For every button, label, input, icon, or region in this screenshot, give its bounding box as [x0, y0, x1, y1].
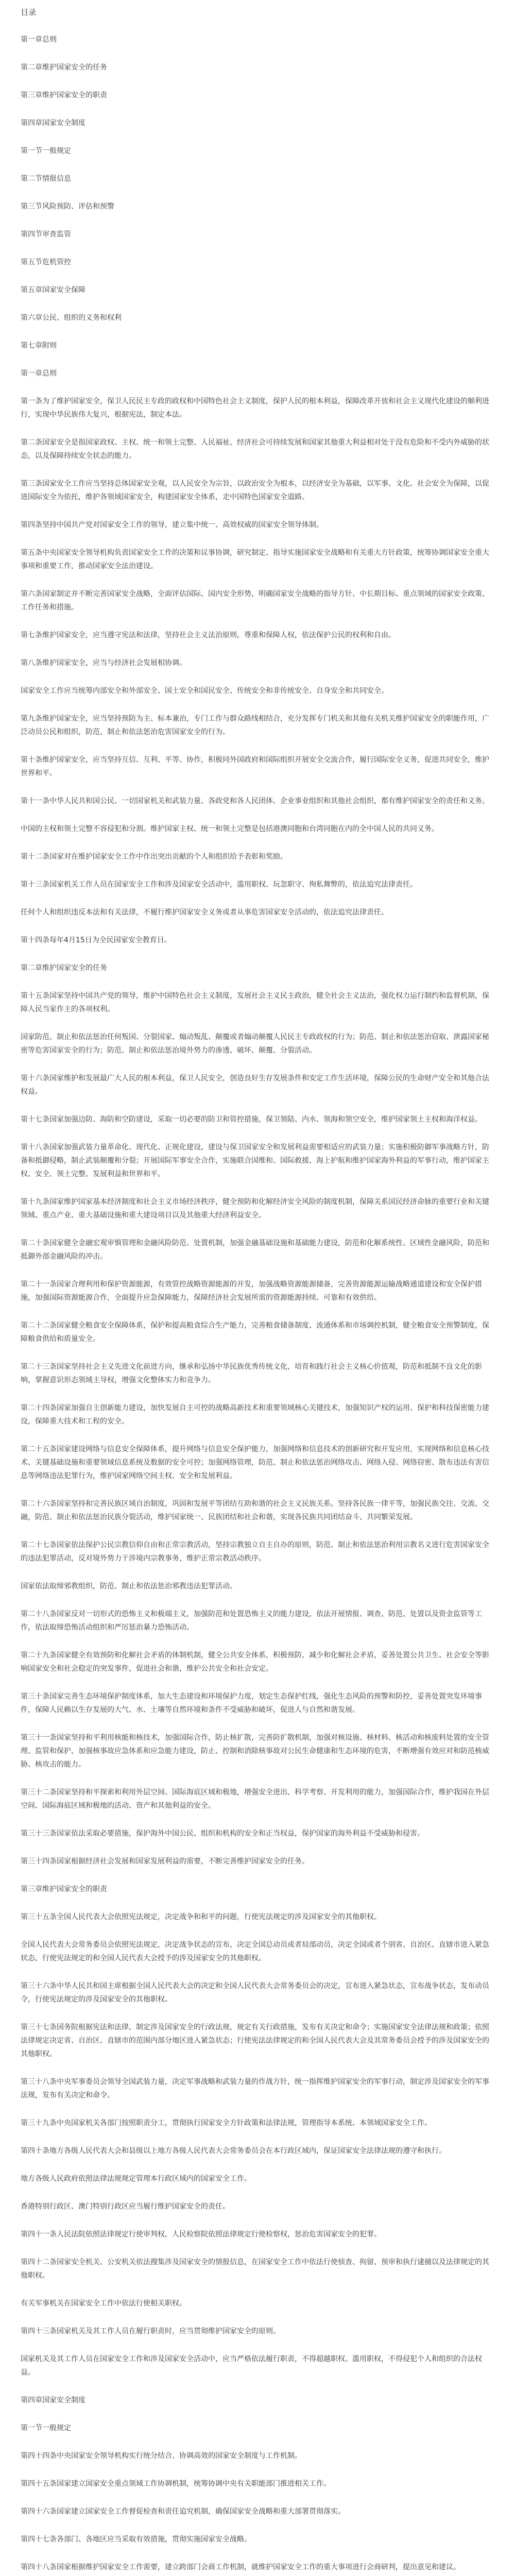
toc-item: 第四章国家安全制度 — [21, 119, 85, 127]
article-paragraph: 第四十三条国家机关及其工作人员在履行职责时，应当贯彻维护国家安全的原则。 — [21, 2327, 280, 2335]
article-paragraph: 第七条维护国家安全，应当遵守宪法和法律，坚持社会主义法治原则，尊重和保障人权，依法保护公民的权利和自由。 — [21, 631, 396, 639]
article-paragraph: 第三十五条全国人民代表大会依照宪法规定，决定战争和和平的问题，行使宪法规定的涉及国家安全的其他职权。 — [21, 1913, 381, 1921]
article-paragraph: 第三十二条国家坚持和平探索和利用外层空间、国际海底区域和极地，增强安全进出、科学考察、开发利用的能力，加强国际合作，维护我国在外层空间、国际海底区域和极地的活动、资产和其他利益的安全。 — [21, 1788, 489, 1810]
article-paragraph: 第二章维护国家安全的任务 — [21, 964, 107, 972]
article-paragraph: 第二十八条国家反对一切形式的恐怖主义和极端主义，加强防范和处置恐怖主义的能力建设，依法开展情报、调查、防范、处置以及资金监管等工作，依法取缔恐怖活动组织和严厉惩治暴力恐怖活动。 — [21, 1610, 482, 1632]
article-paragraph: 第十二条国家对在维护国家安全工作中作出突出贡献的个人和组织给予表彰和奖励。 — [21, 853, 287, 861]
article-paragraph: 第二十九条国家健全有效预防和化解社会矛盾的体制机制，健全公共安全体系，积极预防、减少和化解社会矛盾，妥善处置公共卫生、社会安全等影响国家安全和社会稳定的突发事件，促进社会和谐，维护公共安全和社会安定。 — [21, 1651, 489, 1673]
article-paragraph: 第三十三条国家依法采取必要措施，保护海外中国公民、组织和机构的安全和正当权益，保护国家的海外利益不受威胁和侵害。 — [21, 1829, 424, 1838]
toc-heading: 目录 — [21, 8, 37, 17]
article-paragraph: 国家依法取缔邪教组织，防范、制止和依法惩治邪教违法犯罪活动。 — [21, 1582, 237, 1590]
article-paragraph: 国家安全工作应当统筹内部安全和外部安全、国土安全和国民安全、传统安全和非传统安全、自身安全和共同安全。 — [21, 687, 388, 695]
article-paragraph: 香港特别行政区、澳门特别行政区应当履行维护国家安全的责任。 — [21, 2202, 230, 2211]
article-paragraph: 第二十一条国家合理利用和保护资源能源，有效管控战略资源能源的开发，加强战略资源能源储备，完善资源能源运输战略通道建设和安全保护措施，加强国际资源能源合作，全面提升应急保障能力，保障经济社会发展所需的资源能源持续、可靠和有效供给。 — [21, 1280, 482, 1302]
toc-item: 第六章公民、组织的义务和权利 — [21, 314, 122, 322]
article-paragraph: 第三十六条中华人民共和国主席根据全国人民代表大会的决定和全国人民代表大会常务委员会的决定，宣布进入紧急状态，宣布战争状态，发布动员令，行使宪法规定的涉及国家安全的其他职权。 — [21, 1982, 489, 2004]
article-paragraph: 第三章维护国家安全的职责 — [21, 1885, 107, 1893]
article-paragraph: 第四十六条国家建立国家安全工作督促检查和责任追究机制，确保国家安全战略和重大部署贯彻落实。 — [21, 2507, 345, 2516]
article-paragraph: 国家防范、制止和依法惩治任何叛国、分裂国家、煽动叛乱、颠覆或者煽动颠覆人民民主专政政权的行为；防范、制止和依法惩治窃取、泄露国家秘密等危害国家安全的行为；防范、制止和依法惩治境外势力的渗透、破坏、颠覆、分裂活动。 — [21, 1033, 489, 1055]
toc-item: 第二章维护国家安全的任务 — [21, 63, 107, 72]
article-paragraph: 第四条坚持中国共产党对国家安全工作的领导，建立集中统一、高效权威的国家安全领导体制。 — [21, 521, 323, 529]
article-paragraph: 第三十一条国家坚持和平利用核能和核技术，加强国际合作，防止核扩散，完善防扩散机制，加强对核设施、核材料、核活动和核废料处置的安全管理、监管和保护，加强核事故应急体系和应急能力建设，防止、控制和消除核事故对公民生命健康和生态环境的危害，不断增强有效应对和防范核威胁、核攻击的能力。 — [21, 1734, 489, 1769]
article-paragraph: 有关军事机关在国家安全工作中依法行使相关职权。 — [21, 2299, 186, 2308]
article-paragraph: 第二十三条国家坚持社会主义先进文化前进方向，继承和弘扬中华民族优秀传统文化，培育和践行社会主义核心价值观，防范和抵制不良文化的影响，掌握意识形态领域主导权，增强文化整体实力和竞争力。 — [21, 1363, 482, 1384]
article-paragraph: 第十一条中华人民共和国公民、一切国家机关和武装力量、各政党和各人民团体、企业事业组织和其他社会组织，都有维护国家安全的责任和义务。 — [21, 797, 489, 805]
article-paragraph: 第四十二条国家安全机关、公安机关依法搜集涉及国家安全的情报信息，在国家安全工作中依法行使侦查、拘留、预审和执行逮捕以及法律规定的其他职权。 — [21, 2258, 489, 2280]
article-paragraph: 第一条为了维护国家安全，保卫人民民主专政的政权和中国特色社会主义制度，保护人民的根本利益，保障改革开放和社会主义现代化建设的顺利进行，实现中华民族伟大复兴，根据宪法，制定本法。 — [21, 397, 489, 419]
article-paragraph: 第四十四条中央国家安全领导机构实行统分结合、协调高效的国家安全制度与工作机制。 — [21, 2452, 302, 2460]
article-paragraph: 第四章国家安全制度 — [21, 2396, 85, 2404]
article-paragraph: 第四十条地方各级人民代表大会和县级以上地方各级人民代表大会常务委员会在本行政区域内，保证国家安全法律法规的遵守和执行。 — [21, 2147, 446, 2155]
article-paragraph: 国家机关及其工作人员在国家安全工作和涉及国家安全活动中，应当严格依法履行职责，不得超越职权、滥用职权，不得侵犯个人和组织的合法权益。 — [21, 2355, 482, 2377]
article-paragraph: 地方各级人民政府依照法律法规规定管理本行政区域内的国家安全工作。 — [21, 2175, 251, 2183]
table-of-contents — [21, 33, 494, 352]
article-paragraph: 第二十二条国家健全粮食安全保障体系，保护和提高粮食综合生产能力，完善粮食储备制度、流通体系和市场调控机制，健全粮食安全预警制度，保障粮食供给和质量安全。 — [21, 1321, 489, 1343]
article-paragraph: 第十七条国家加强边防、海防和空防建设，采取一切必要的防卫和管控措施，保卫领陆、内水、领海和领空安全，维护国家领土主权和海洋权益。 — [21, 1115, 482, 1124]
article-paragraph: 中国的主权和领土完整不容侵犯和分割。维护国家主权、统一和领土完整是包括港澳同胞和台湾同胞在内的全中国人民的共同义务。 — [21, 825, 439, 833]
article-paragraph: 第十八条国家加强武装力量革命化、现代化、正规化建设，建设与保卫国家安全和发展利益需要相适应的武装力量；实施积极防御军事战略方针，防备和抵御侵略，制止武装颠覆和分裂；开展国际军事安全合作，实施联合国维和、国际救援、海上护航和维护国家海外利益的军事行动，维护国家主权、安全、领土完整、发展利益和世界和平。 — [21, 1143, 489, 1178]
toc-item: 第七章附则 — [21, 342, 57, 350]
article-paragraph: 第三十八条中央军事委员会领导全国武装力量，决定军事战略和武装力量的作战方针，统一指挥维护国家安全的军事行动，制定涉及国家安全的军事法规，发布有关决定和命令。 — [21, 2078, 489, 2099]
article-list — [21, 395, 494, 2576]
article-paragraph: 第四十一条人民法院依照法律规定行使审判权，人民检察院依照法律规定行使检察权，惩治危害国家安全的犯罪。 — [21, 2230, 381, 2239]
article-paragraph: 第十条维护国家安全，应当坚持互信、互利、平等、协作，积极同外国政府和国际组织开展安全交流合作，履行国际安全义务，促进共同安全，维护世界和平。 — [21, 756, 489, 777]
article-paragraph: 第二十七条国家依法保护公民宗教信仰自由和正常宗教活动，坚持宗教独立自主自办的原则，防范、制止和依法惩治利用宗教名义进行危害国家安全的违法犯罪活动，反对境外势力干涉境内宗教事务，维护正常宗教活动秩序。 — [21, 1541, 489, 1563]
article-paragraph: 第十九条国家维护国家基本经济制度和社会主义市场经济秩序，健全预防和化解经济安全风险的制度机制，保障关系国民经济命脉的重要行业和关键领域、重点产业、重大基础设施和重大建设项目以及其他重大经济利益安全。 — [21, 1198, 489, 1219]
article-paragraph: 第五条中央国家安全领导机构负责国家安全工作的决策和议事协调，研究制定、指导实施国家安全战略和有关重大方针政策，统筹协调国家安全重大事项和重要工作，推动国家安全法治建设。 — [21, 549, 489, 570]
article-paragraph: 第三条国家安全工作应当坚持总体国家安全观，以人民安全为宗旨，以政治安全为根本，以经济安全为基础，以军事、文化、社会安全为保障，以促进国际安全为依托，维护各领域国家安全，构建国家安全体系，走中国特色国家安全道路。 — [21, 480, 489, 501]
article-paragraph: 第二十四条国家加强自主创新能力建设，加快发展自主可控的战略高新技术和重要领域核心关键技术，加强知识产权的运用、保护和科技保密能力建设，保障重大技术和工程的安全。 — [21, 1404, 489, 1426]
article-paragraph: 第十五条国家坚持中国共产党的领导，维护中国特色社会主义制度，发展社会主义民主政治，健全社会主义法治，强化权力运行制约和监督机制，保障人民当家作主的各项权利。 — [21, 992, 489, 1013]
article-paragraph: 全国人民代表大会常务委员会依照宪法规定，决定战争状态的宣布，决定全国总动员或者局部动员，决定全国或者个别省、自治区、直辖市进入紧急状态，行使宪法规定的和全国人民代表大会授予的涉及国家安全的其他职权。 — [21, 1941, 489, 1962]
article-paragraph: 第三十七条国务院根据宪法和法律，制定涉及国家安全的行政法规，规定有关行政措施，发布有关决定和命令；实施国家安全法律法规和政策；依照法律规定决定省、自治区、直辖市的范围内部分地区进入紧急状态；行使宪法法律规定的和全国人民代表大会及其常务委员会授予的涉及国家安全的其他职权。 — [21, 2023, 489, 2058]
article-paragraph: 第一节一般规定 — [21, 2424, 71, 2432]
article-paragraph: 第四十八条国家根据维护国家安全工作需要，建立跨部门会商工作机制，就维护国家安全工作的重大事项进行会商研判，提出意见和建议。 — [21, 2563, 460, 2571]
toc-item: 第一节一般规定 — [21, 147, 71, 155]
toc-item: 第一章总则 — [21, 36, 57, 44]
article-paragraph: 任何个人和组织违反本法和有关法律，不履行维护国家安全义务或者从事危害国家安全活动的，依法追究法律责任。 — [21, 908, 388, 917]
toc-item: 第二节情报信息 — [21, 175, 71, 183]
article-paragraph: 第四十七条各部门、各地区应当采取有效措施，贯彻实施国家安全战略。 — [21, 2535, 251, 2544]
article-paragraph: 第九条维护国家安全，应当坚持预防为主、标本兼治，专门工作与群众路线相结合，充分发挥专门机关和其他有关机关维护国家安全的职能作用，广泛动员公民和组织，防范、制止和依法惩治危害国家安全的行为。 — [21, 715, 489, 736]
article-paragraph: 第六条国家制定并不断完善国家安全战略，全面评估国际、国内安全形势，明确国家安全战略的指导方针、中长期目标、重点领域的国家安全政策、工作任务和措施。 — [21, 590, 489, 612]
toc-item: 第三章维护国家安全的职责 — [21, 91, 107, 99]
article-paragraph: 第三十四条国家根据经济社会发展和国家发展利益的需要，不断完善维护国家安全的任务。 — [21, 1857, 309, 1866]
toc-item: 第四节审查监管 — [21, 230, 71, 239]
toc-item: 第三节风险预防、评估和预警 — [21, 202, 114, 211]
toc-item: 第五节危机管控 — [21, 258, 71, 266]
article-paragraph: 第四十五条国家建立国家安全重点领域工作协调机制，统筹协调中央有关职能部门推进相关工作。 — [21, 2480, 331, 2488]
article-paragraph: 第二条国家安全是指国家政权、主权、统一和领土完整、人民福祉、经济社会可持续发展和国家其他重大利益相对处于没有危险和不受内外威胁的状态，以及保障持续安全状态的能力。 — [21, 438, 489, 460]
article-paragraph: 第三十条国家完善生态环境保护制度体系，加大生态建设和环境保护力度，划定生态保护红线，强化生态风险的预警和防控，妥善处置突发环境事件，保障人民赖以生存发展的大气、水、土壤等自然环境和条件不受威胁和破坏，促进人与自然和谐发展。 — [21, 1692, 482, 1714]
article-paragraph: 第八条维护国家安全，应当与经济社会发展相协调。 — [21, 659, 186, 667]
chapter-title: 第一章总则 — [21, 369, 57, 378]
article-paragraph: 第二十五条国家建设网络与信息安全保障体系，提升网络与信息安全保护能力，加强网络和信息技术的创新研究和开发应用，实现网络和信息核心技术、关键基础设施和重要领域信息系统及数据的安全可控；加强网络管理，防范、制止和依法惩治网络攻击、网络入侵、网络窃密、散布违法有害信息等网络违法犯罪行为，维护国家网络空间主权、安全和发展利益。 — [21, 1445, 489, 1480]
article-paragraph: 第十四条每年4月15日为全民国家安全教育日。 — [21, 936, 171, 944]
article-paragraph: 第十三条国家机关工作人员在国家安全工作和涉及国家安全活动中，滥用职权、玩忽职守、徇私舞弊的，依法追究法律责任。 — [21, 880, 417, 889]
toc-item: 第五章国家安全保障 — [21, 286, 85, 294]
article-paragraph: 第十六条国家维护和发展最广大人民的根本利益，保卫人民安全，创造良好生存发展条件和安定工作生活环境，保障公民的生命财产安全和其他合法权益。 — [21, 1074, 489, 1096]
article-paragraph: 第二十六条国家坚持和完善民族区域自治制度，巩固和发展平等团结互助和谐的社会主义民族关系。坚持各民族一律平等，加强民族交往、交流、交融，防范、制止和依法惩治民族分裂活动，维护国家统一、民族团结和社会和谐，实现各民族共同团结奋斗、共同繁荣发展。 — [21, 1500, 489, 1521]
article-paragraph: 第二十条国家健全金融宏观审慎管理和金融风险防范、处置机制，加强金融基础设施和基础能力建设，防范和化解系统性、区域性金融风险，防范和抵御外部金融风险的冲击。 — [21, 1239, 489, 1261]
article-paragraph: 第三十九条中央国家机关各部门按照职责分工，贯彻执行国家安全方针政策和法律法规，管理指导本系统、本领域国家安全工作。 — [21, 2119, 432, 2127]
